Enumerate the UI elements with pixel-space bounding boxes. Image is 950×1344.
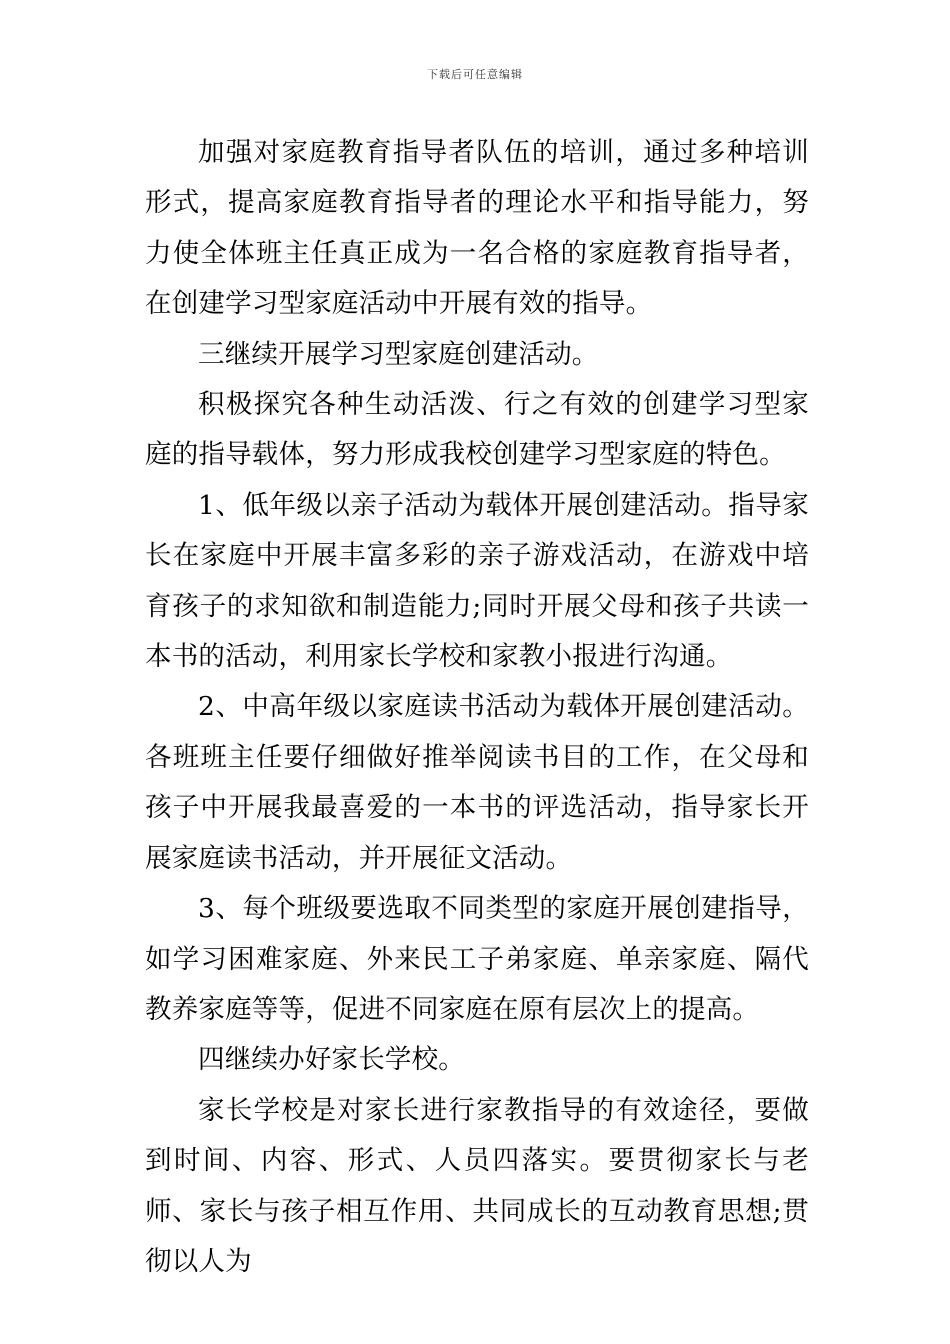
paragraph-parent-school: 家长学校是对家长进行家教指导的有效途径，要做到时间、内容、形式、人员四落实。要贯彻家长与老师、家长与孩子相互作用、共同成长的互动教育思想;贯彻以人为 bbox=[145, 1094, 809, 1277]
heading-section-three: 三继续开展学习型家庭创建活动。 bbox=[198, 338, 599, 370]
paragraph-item-2: 2、中高年级以家庭读书活动为载体开展创建活动。各班班主任要仔细做好推举阅读书目的工作，在父母和孩子中开展我最喜爱的一本书的评选活动，指导家长开展家庭读书活动，并开展征文活动。 bbox=[145, 691, 809, 874]
paragraph-explore-carriers: 积极探究各种生动活泼、行之有效的创建学习型家庭的指导载体，努力形成我校创建学习型家庭的特色。 bbox=[145, 389, 809, 471]
paragraph-training: 加强对家庭教育指导者队伍的培训，通过多种培训形式，提高家庭教育指导者的理论水平和指导能力，努力使全体班主任真正成为一名合格的家庭教育指导者，在创建学习型家庭活动中开展有效的指导。 bbox=[145, 137, 809, 320]
paragraph-item-1: 1、低年级以亲子活动为载体开展创建活动。指导家长在家庭中开展丰富多彩的亲子游戏活动，在游戏中培育孩子的求知欲和制造能力;同时开展父母和孩子共读一本书的活动，利用家长学校和家教小报进行沟通。 bbox=[145, 489, 809, 673]
header-note: 下载后可任意编辑 bbox=[427, 68, 523, 81]
document-body bbox=[145, 128, 809, 1287]
paragraph-item-3: 3、每个班级要选取不同类型的家庭开展创建指导，如学习困难家庭、外来民工子弟家庭、单亲家庭、隔代教养家庭等等，促进不同家庭在原有层次上的提高。 bbox=[145, 893, 809, 1025]
heading-section-four: 四继续办好家长学校。 bbox=[198, 1044, 465, 1076]
